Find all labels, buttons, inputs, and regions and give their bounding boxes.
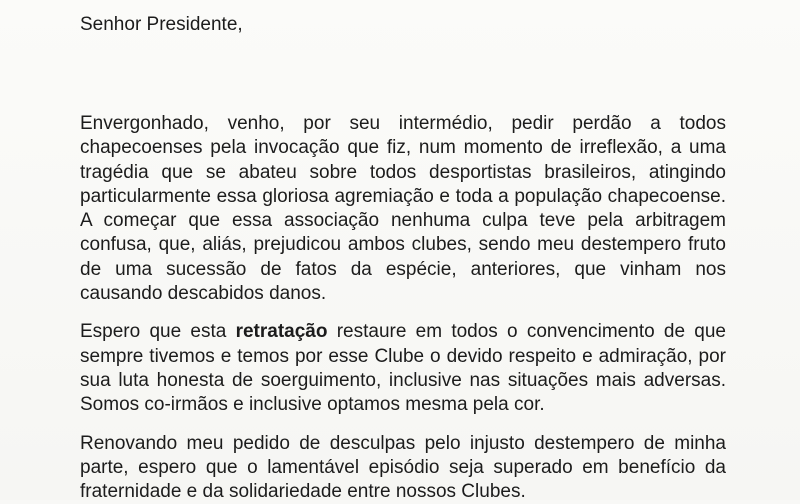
paragraph-renewal: Renovando meu pedido de desculpas pelo injusto destempero de minha parte, espero que o lamentável episódio seja superado em benefício da fraternidade e da solidariedade entre nossos Clubes. [80,432,726,503]
paragraph-retraction-end: restaure em todos o convencimento de que sempre tivemos e temos por esse Clube o devido respeito e admiração, por sua luta honesta de soerguimento, inclusive nas situações mais adversas. Somos co-irmãos e inclusive optamos mesma pela cor. [80,321,726,416]
letter-body [80,112,726,504]
paragraph-apology: Envergonhado, venho, por seu intermédio, pedir perdão a todos chapecoenses pela invocação que fiz, num momento de irreflexão, a uma tragédia que se abateu sobre todos desportistas brasileiros, atingindo particularmente essa gloriosa agremiação e toda a população chapecoense. A começar que essa associação nenhuma culpa teve pela arbitragem confusa, que, aliás, prejudicou ambos clubes, sendo meu destempero fruto de uma sucessão de fatos da espécie, anteriores, que vinham nos causando descabidos danos. [80,113,726,305]
paragraph-retraction-start: Espero que esta [80,321,236,343]
salutation: Senhor Presidente, [80,14,243,35]
retraction-emphasis: retratação [235,321,328,343]
paragraph-retraction [80,320,726,417]
